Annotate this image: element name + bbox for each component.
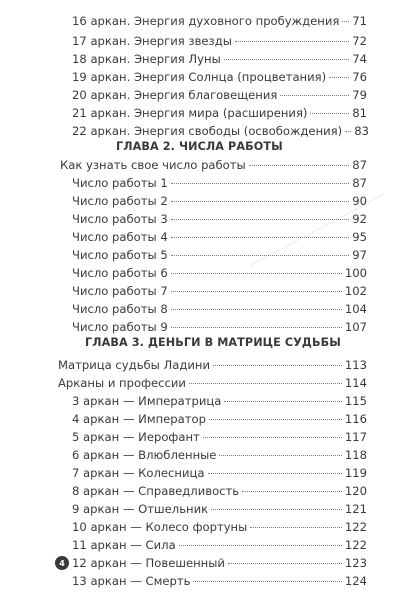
toc-entry: Число работы 1 87 bbox=[72, 176, 367, 190]
toc-entry: 8 аркан — Справедливость 120 bbox=[72, 484, 367, 498]
toc-entry: 4 аркан — Император 116 bbox=[72, 412, 367, 426]
toc-entry: Как узнать свое число работы 87 bbox=[60, 158, 367, 172]
toc-entry: Число работы 6 100 bbox=[72, 266, 367, 280]
toc-entry: 9 аркан — Отшельник 121 bbox=[72, 502, 367, 516]
toc-entry: Число работы 9 107 bbox=[72, 320, 367, 334]
toc-entry: Число работы 8 104 bbox=[72, 302, 367, 316]
toc-entry: Матрица судьбы Ладини 113 bbox=[58, 358, 367, 372]
toc-entry: 7 аркан — Колесница 119 bbox=[72, 466, 367, 480]
toc-entry: 17 аркан. Энергия звезды 72 bbox=[72, 34, 367, 48]
chapter-2-title: ГЛАВА 2. ЧИСЛА РАБОТЫ bbox=[116, 140, 283, 153]
toc-entry: 6 аркан — Влюбленные 118 bbox=[72, 448, 367, 462]
toc-entry: 13 аркан — Смерть 124 bbox=[72, 574, 367, 588]
toc-entry: 19 аркан. Энергия Солнца (процветания) 76 bbox=[72, 70, 367, 84]
toc-entry: Число работы 3 92 bbox=[72, 212, 367, 226]
toc-entry: 10 аркан — Колесо фортуны 122 bbox=[72, 520, 367, 534]
toc-entry: 20 аркан. Энергия благовещения 79 bbox=[72, 88, 367, 102]
toc-entry: 21 аркан. Энергия мира (расширения) 81 bbox=[72, 106, 367, 120]
page-number-badge: 4 bbox=[55, 556, 69, 570]
toc-entry: Число работы 2 90 bbox=[72, 194, 367, 208]
toc-entry: 12 аркан — Повешенный 123 bbox=[72, 556, 367, 570]
toc-entry: Арканы и профессии 114 bbox=[58, 376, 367, 390]
toc-entry: 5 аркан — Иерофант 117 bbox=[72, 430, 367, 444]
toc-entry: 16 аркан. Энергия духовного пробуждения 71 bbox=[72, 14, 367, 28]
toc-entry: 11 аркан — Сила 122 bbox=[72, 538, 367, 552]
toc-entry: Число работы 7 102 bbox=[72, 284, 367, 298]
toc-entry: Число работы 4 95 bbox=[72, 230, 367, 244]
toc-entry: 18 аркан. Энергия Луны 74 bbox=[72, 52, 367, 66]
chapter-3-title: ГЛАВА 3. ДЕНЬГИ В МАТРИЦЕ СУДЬБЫ bbox=[85, 336, 341, 349]
toc-entry: 22 аркан. Энергия свободы (освобождения) 83 bbox=[72, 124, 369, 138]
toc-entry: 3 аркан — Императрица 115 bbox=[72, 394, 367, 408]
toc-entry: Число работы 5 97 bbox=[72, 248, 367, 262]
